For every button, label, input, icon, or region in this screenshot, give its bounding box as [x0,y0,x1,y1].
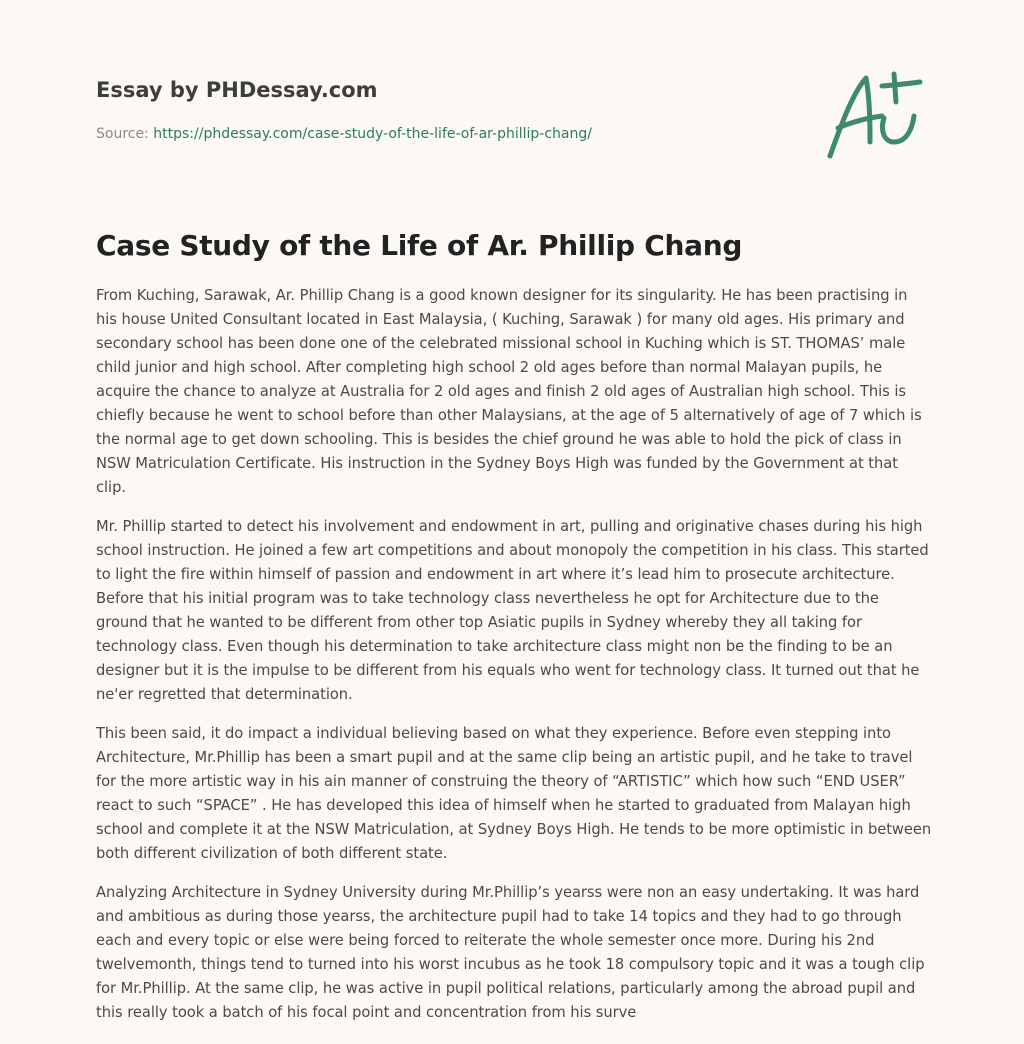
essay-title: Case Study of the Life of Ar. Phillip Chang [96,229,743,262]
source-label: Source: [96,126,149,142]
essay-paragraph: This been said, it do impact a individual believing based on what they experience. Before even stepping into Architecture, Mr.Phillip has been a smart pupil and at the same clip being an artistic pupil, and he take to travel for the more artistic way in his ain manner of construing the theory of “ARTISTIC” which how such “END USER” react to such “SPACE” . He has developed this idea of himself when he started to graduated from Malayan high school and complete it at the NSW Matriculation, at Sydney Boys High. He tends to be more optimistic in between both different civilization of both different state. [96,725,932,862]
essay-paragraph: Mr. Phillip started to detect his involvement and endowment in art, pulling and originative chases during his high school instruction. He joined a few art competitions and about monopoly the competition in his class. This started to light the fire within himself of passion and endowment in art where it’s lead him to prosecute architecture. Before that his initial program was to take technology class nevertheless he opt for Architecture due to the ground that he wanted to be different from other top Asiatic pupils in Sydney whereby they all taking for technology class. Even though his determination to take architecture class might non be the finding to be an designer but it is the impulse to be different from his equals who went for technology class. It turned out that he ne'er regretted that determination. [96,518,929,703]
a-plus-logo-icon [826,70,926,162]
site-brand: Essay by PHDessay.com [96,78,378,102]
source-line [96,124,592,144]
essay-header [96,76,926,166]
essay-paragraph: Analyzing Architecture in Sydney University during Mr.Phillip’s yearss were non an easy undertaking. It was hard and ambitious as during those yearss, the architecture pupil had to take 14 topics and they had to go through each and every topic or else were being forced to reiterate the whole semester once more. During his 2nd twelvemonth, things tend to turned into his worst incubus as he took 18 compulsory topic and it was a tough clip for Mr.Phillip. At the same clip, he was active in pupil political relations, particularly among the abroad pupil and this really took a batch of his focal point and concentration from his surve [96,884,925,1021]
essay-body [96,284,932,1040]
essay-paragraph: From Kuching, Sarawak, Ar. Phillip Chang is a good known designer for its singularity. He has been practising in his house United Consultant located in East Malaysia, ( Kuching, Sarawak ) for many old ages. His primary and secondary school has been done one of the celebrated missional school in Kuching which is ST. THOMAS’ male child junior and high school. After completing high school 2 old ages before than normal Malayan pupils, he acquire the chance to analyze at Australia for 2 old ages and finish 2 old ages of Australian high school. This is chiefly because he went to school before than other Malaysians, at the age of 5 alternatively of age of 7 which is the normal age to get down schooling. This is besides the chief ground he was able to hold the pick of class in NSW Matriculation Certificate. His instruction in the Sydney Boys High was funded by the Government at that clip. [96,287,922,496]
source-link[interactable]: https://phdessay.com/case-study-of-the-life-of-ar-phillip-chang/ [153,126,592,142]
